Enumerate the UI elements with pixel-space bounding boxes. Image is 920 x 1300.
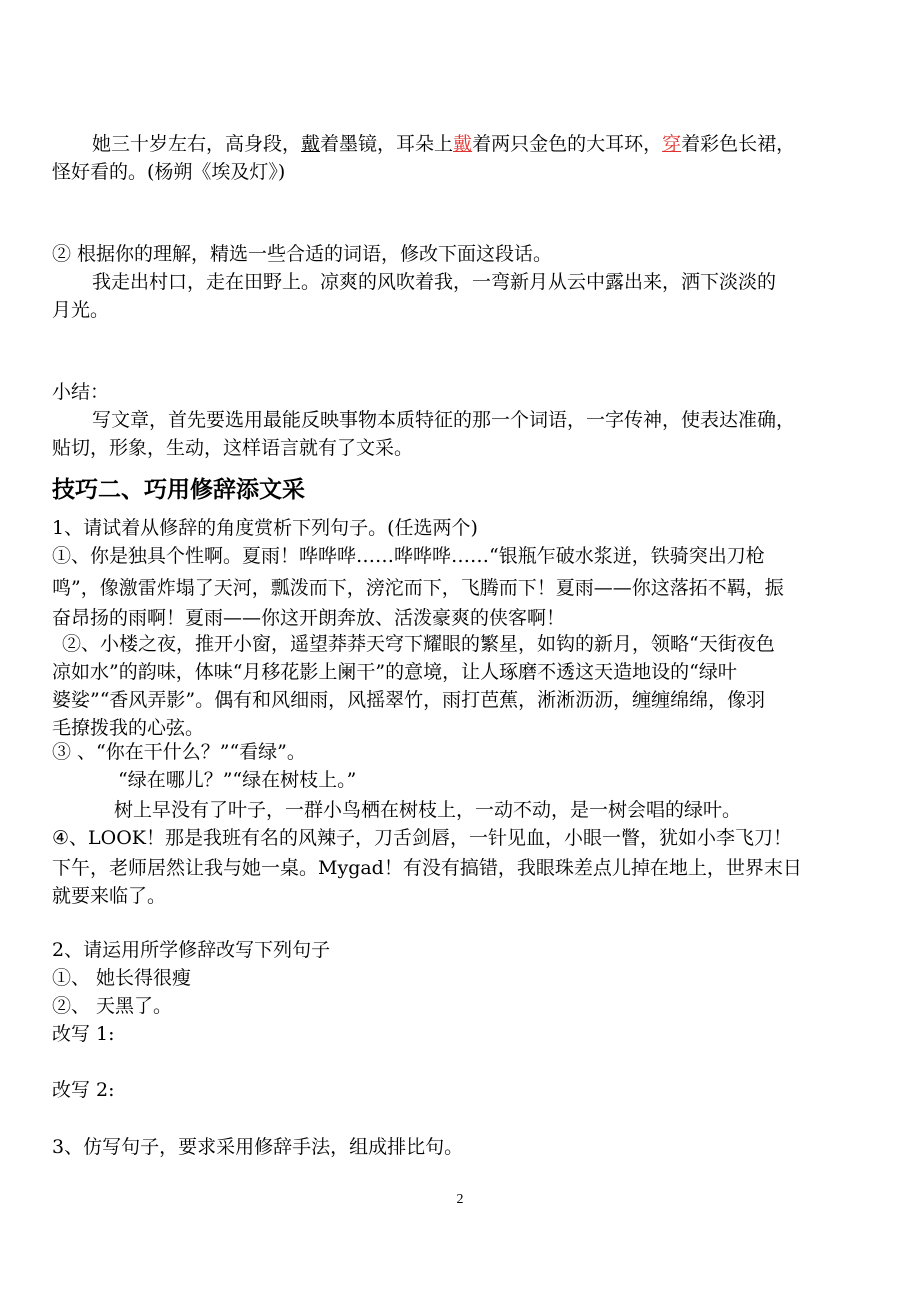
text-segment: 她三十岁左右，高身段， bbox=[92, 133, 302, 155]
question: 3、仿写句子，要求采用修辞手法，组成排比句。 bbox=[52, 1136, 464, 1158]
paragraph-line: ②、小楼之夜，推开小窗，遥望莽莽天穹下耀眼的繁星，如钩的新月，领略“天街夜色 bbox=[62, 633, 775, 655]
paragraph-line: 下午，老师居然让我与她一桌。Mygad！有没有搞错，我眼珠差点儿掉在地上，世界末日 bbox=[52, 857, 802, 879]
text-segment: 着墨镜，耳朵上 bbox=[320, 133, 454, 155]
rewrite-label: 改写 1: bbox=[52, 1023, 115, 1045]
paragraph-line: 我走出村口，走在田野上。凉爽的风吹着我，一弯新月从云中露出来，洒下淡淡的 bbox=[92, 271, 777, 293]
paragraph-line: 贴切，形象，生动，这样语言就有了文采。 bbox=[52, 437, 414, 459]
section-heading: 技巧二、巧用修辞添文采 bbox=[52, 477, 305, 503]
paragraph-line: ③ 、“你在干什么？”“看绿”。 bbox=[52, 741, 306, 763]
paragraph-line: 怪好看的。(杨朔《埃及灯》) bbox=[52, 161, 286, 183]
paragraph-line: ①、你是独具个性啊。夏雨！哗哗哗……哗哗哗……“银瓶乍破水浆迸，铁骑突出刀枪 bbox=[52, 545, 765, 567]
rewrite-label: 改写 2: bbox=[52, 1079, 115, 1101]
text-segment: 着彩色长裙， bbox=[681, 133, 796, 155]
highlighted-word: 穿 bbox=[662, 133, 682, 155]
question: 2、请运用所学修辞改写下列句子 bbox=[52, 939, 331, 961]
paragraph-line: 奋昂扬的雨啊！夏雨——你这开朗奔放、活泼豪爽的侠客啊！ bbox=[52, 607, 566, 629]
paragraph-line: 写文章，首先要选用最能反映事物本质特征的那一个词语，一字传神，使表达准确， bbox=[92, 409, 796, 431]
exercise-title: ② 根据你的理解，精选一些合适的词语，修改下面这段话。 bbox=[52, 243, 553, 265]
text-segment: 着两只金色的大耳环， bbox=[472, 133, 663, 155]
paragraph-line: 树上早没有了叶子，一群小鸟栖在树枝上，一动不动，是一树会唱的绿叶。 bbox=[114, 799, 742, 821]
paragraph-line: 鸣”，像激雷炸塌了天河，瓢泼而下，滂沱而下，飞腾而下！夏雨——你这落拓不羁，振 bbox=[52, 577, 784, 599]
summary-label: 小结： bbox=[52, 381, 110, 403]
highlighted-word: 戴 bbox=[453, 133, 473, 155]
paragraph-line: 就要来临了。 bbox=[52, 885, 167, 907]
page-number: 2 bbox=[456, 1192, 464, 1207]
paragraph-line bbox=[92, 130, 795, 158]
underlined-word: 戴 bbox=[301, 133, 321, 155]
list-item: ①、 她长得很瘦 bbox=[52, 967, 192, 989]
paragraph-line: 毛撩拨我的心弦。 bbox=[52, 717, 205, 739]
list-item: ②、 天黑了。 bbox=[52, 995, 173, 1017]
question: 1、请试着从修辞的角度赏析下列句子。(任选两个) bbox=[52, 517, 478, 539]
paragraph-line: 婆娑”“香风弄影”。偶有和风细雨，风摇翠竹，雨打芭蕉，淅淅沥沥，缠缠绵绵，像羽 bbox=[52, 689, 766, 711]
paragraph-line: ④、LOOK！那是我班有名的风辣子，刀舌剑唇，一针见血，小眼一瞥，犹如小李飞刀！ bbox=[52, 827, 793, 849]
paragraph-line: 凉如水”的韵味，体味“月移花影上阑干”的意境，让人琢磨不透这天造地设的“绿叶 bbox=[52, 661, 737, 683]
paragraph-line: 月光。 bbox=[52, 299, 110, 321]
paragraph-line: “绿在哪儿？”“绿在树枝上。” bbox=[118, 769, 357, 791]
